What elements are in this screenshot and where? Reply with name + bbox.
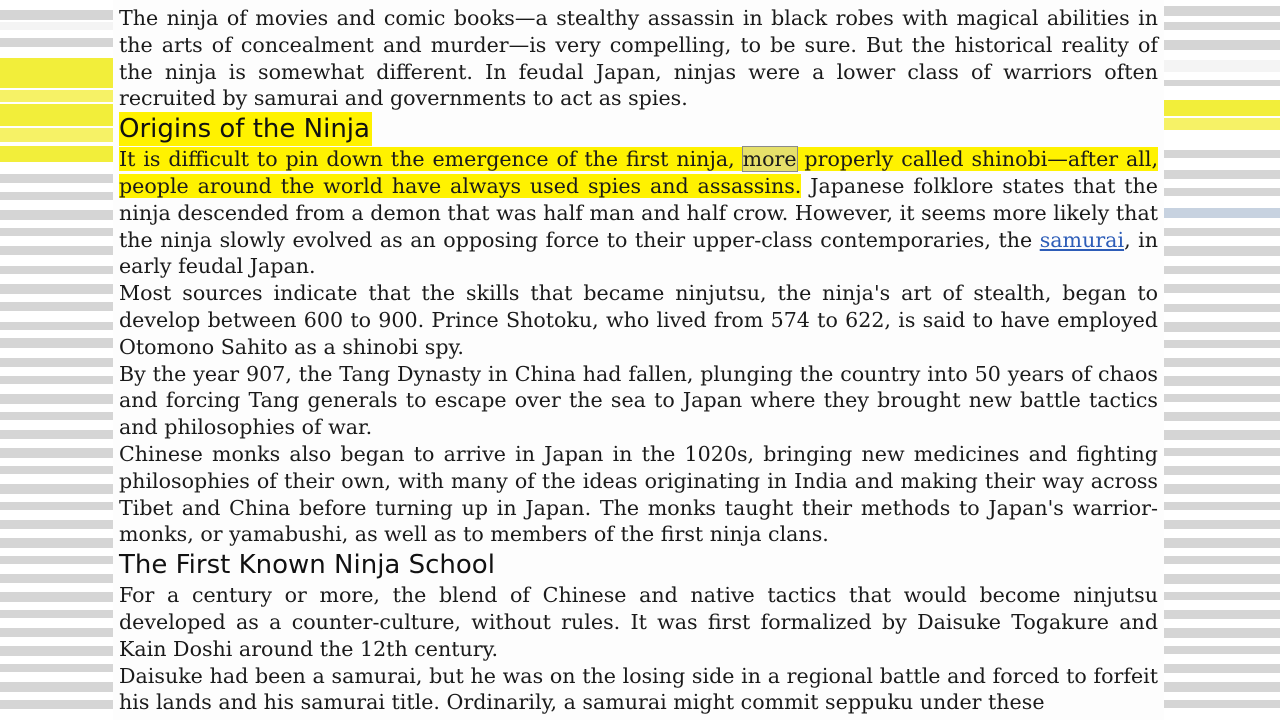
origins-paragraph-2: Most sources indicate that the skills that became ninjutsu, the ninja's art of stealth, began to develop between 600 to 900. Prince Shotoku, who lived from 574 to 622, is said to have employed Otomono Sahito as a shinobi spy. (119, 281, 1158, 359)
right-backdrop (1164, 0, 1280, 720)
origins-paragraph-3: By the year 907, the Tang Dynasty in China had fallen, plunging the country into 50 years of chaos and forcing Tang generals to escape over the sea to Japan where they brought new battle tactics and philosophies of war. (119, 361, 1158, 440)
paragraph-text: Japanese folklore states that the ninja descended from a demon that was half man and half crow. However, it seems more likely that the ninja slowly evolved as an opposing force to their upper-class contemporaries, the (119, 173, 1158, 252)
highlighted-text-part-a: It is difficult to pin down the emergence of the first ninja, (119, 147, 743, 172)
document-page (113, 0, 1164, 720)
samurai-link[interactable]: samurai (1039, 227, 1125, 252)
intro-paragraph: The ninja of movies and comic books—a stealthy assassin in black robes with magical abilities in the arts of concealment and murder—is very compelling, to be sure. But the historical reality of the ninja is somewhat different. In feudal Japan, ninjas were a lower class of warriors often recruited by samurai and governments to act as spies. (119, 6, 1158, 111)
highlighted-text-part-b: properly called shinobi—after all, people around the world have always used spies and assassins. (119, 147, 1159, 198)
section-heading-first-school: The First Known Ninja School (119, 550, 495, 581)
section-heading-origins: Origins of the Ninja (119, 114, 370, 145)
paragraph-text-end: , in early feudal Japan. (119, 227, 1158, 279)
selected-word[interactable]: more (742, 147, 797, 172)
article-body (119, 5, 1158, 716)
left-backdrop (0, 0, 113, 720)
origins-paragraph-1 (119, 146, 1158, 280)
school-paragraph-1: For a century or more, the blend of Chinese and native tactics that would become ninjutsu developed as a counter-culture, without rules. It was first formalized by Daisuke Togakure and Kain Doshi around the 12th century. (119, 583, 1158, 661)
school-paragraph-2: Daisuke had been a samurai, but he was on the losing side in a regional battle and forced to forfeit his lands and his samurai title. Ordinarily, a samurai might commit seppuku under these (119, 663, 1158, 715)
origins-paragraph-4: Chinese monks also began to arrive in Japan in the 1020s, bringing new medicines and fighting philosophies of their own, with many of the ideas originating in India and making their way across Tibet and China before turning up in Japan. The monks taught their methods to Japan's warrior-monks, or yamabushi, as well as to members of the first ninja clans. (119, 441, 1158, 547)
